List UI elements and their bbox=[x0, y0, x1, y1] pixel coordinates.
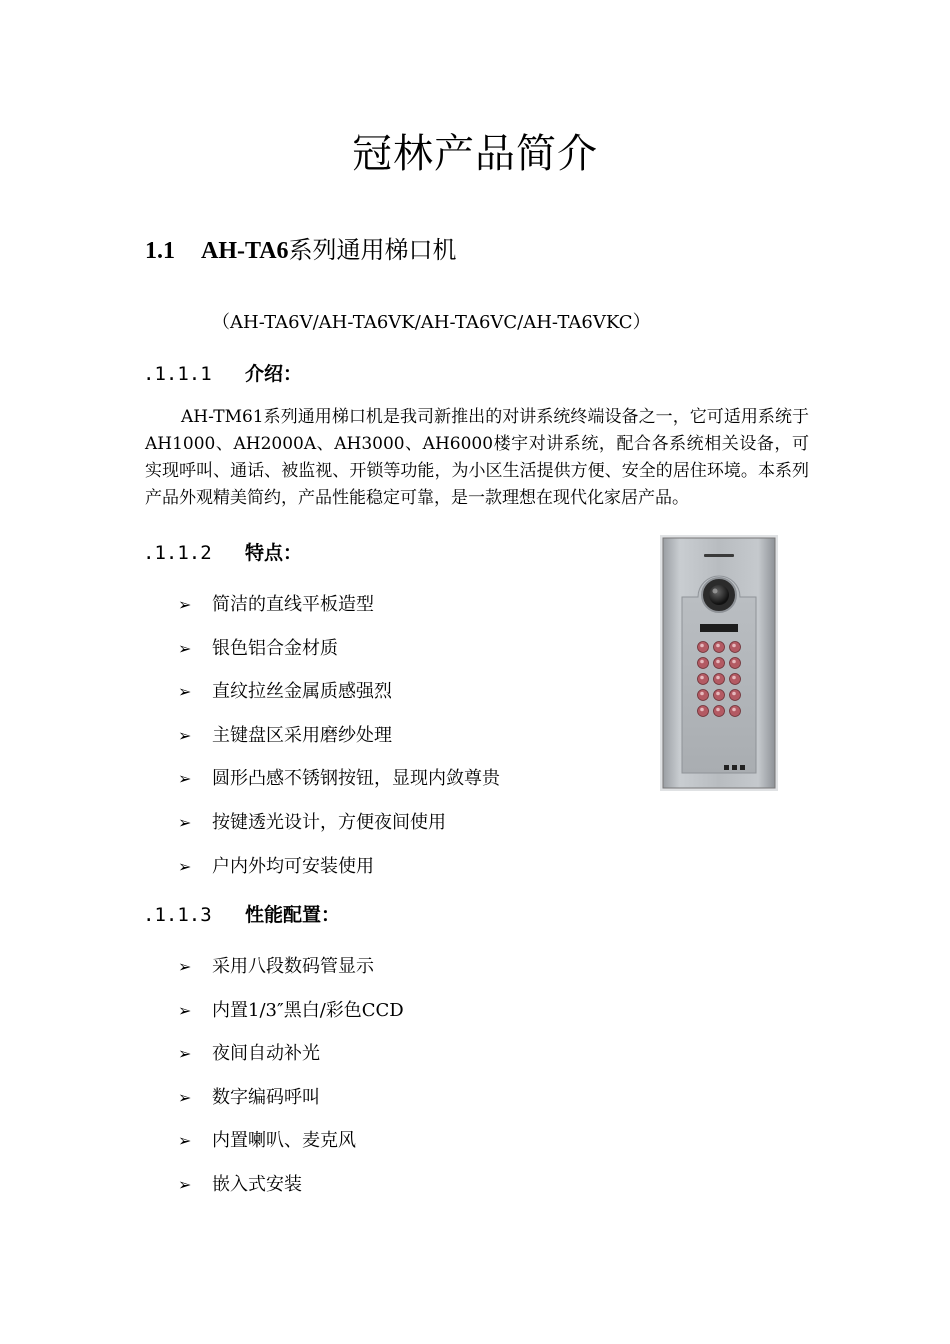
model-list: （AH-TA6V/AH-TA6VK/AH-TA6VC/AH-TA6VKC） bbox=[212, 312, 651, 333]
feature-item bbox=[178, 808, 500, 852]
config-item bbox=[178, 1083, 404, 1127]
feature-item-text: 户内外均可安装使用 bbox=[212, 855, 374, 877]
bullet-arrow-icon: ➢ bbox=[178, 769, 192, 789]
config-item bbox=[178, 996, 404, 1040]
keypad-button bbox=[714, 690, 725, 701]
intro-label: 介绍： bbox=[245, 363, 303, 385]
config-list bbox=[178, 952, 404, 1214]
feature-item-text: 主键盘区采用磨纱处理 bbox=[212, 724, 392, 746]
feature-item-text: 圆形凸感不锈钢按钮，显现内敛尊贵 bbox=[212, 768, 500, 790]
config-number: .1.1.3 bbox=[143, 904, 212, 926]
feature-item bbox=[178, 721, 500, 765]
feature-item-text: 简洁的直线平板造型 bbox=[212, 594, 374, 615]
section-model: AH-TA6 bbox=[201, 238, 289, 264]
config-item-text: 嵌入式安装 bbox=[212, 1173, 302, 1195]
keypad-button bbox=[714, 658, 725, 669]
config-heading bbox=[143, 900, 340, 930]
config-label: 性能配置： bbox=[245, 904, 341, 926]
intro-number: .1.1.1 bbox=[143, 363, 212, 385]
config-item-text: 采用八段数码管显示 bbox=[212, 956, 374, 977]
bullet-arrow-icon: ➢ bbox=[178, 638, 192, 658]
keypad-button-highlight bbox=[732, 660, 736, 664]
bullet-arrow-icon: ➢ bbox=[178, 1174, 192, 1194]
bullet-arrow-icon: ➢ bbox=[178, 595, 192, 614]
keypad-button-highlight bbox=[732, 692, 736, 696]
keypad-button-highlight bbox=[700, 708, 704, 712]
feature-item-text: 银色铝合金材质 bbox=[212, 637, 338, 659]
keypad-button bbox=[698, 706, 709, 717]
config-item bbox=[178, 1039, 404, 1083]
feature-item bbox=[178, 590, 500, 634]
config-item-text: 内置1/3″黑白/彩色CCD bbox=[212, 999, 404, 1021]
keypad-button bbox=[730, 642, 741, 653]
keypad-button-highlight bbox=[700, 692, 704, 696]
keypad-button bbox=[714, 674, 725, 685]
keypad-button bbox=[698, 642, 709, 653]
config-item-text: 数字编码呼叫 bbox=[212, 1086, 320, 1108]
feature-item bbox=[178, 764, 500, 808]
bullet-arrow-icon: ➢ bbox=[178, 1000, 192, 1020]
bullet-arrow-icon: ➢ bbox=[178, 812, 192, 832]
intro-paragraph: AH-TM61系列通用梯口机是我司新推出的对讲系统终端设备之一，它可适用系统于AH1000、AH2000A、AH3000、AH6000楼宇对讲系统，配合各系统相关设备，可实现呼叫、通话、被监视、开锁等功能，为小区生活提供方便、安全的居住环境。本系列产品外观精美简约，产品性能稳定可靠，是一款理想在现代化家居产品。 bbox=[145, 407, 809, 508]
bullet-arrow-icon: ➢ bbox=[178, 725, 192, 745]
keypad-button bbox=[714, 642, 725, 653]
keypad-button-highlight bbox=[716, 644, 720, 648]
feature-item-text: 按键透光设计，方便夜间使用 bbox=[212, 811, 446, 833]
features-list bbox=[178, 590, 500, 895]
bullet-arrow-icon: ➢ bbox=[178, 682, 192, 702]
config-item-text: 夜间自动补光 bbox=[212, 1043, 320, 1065]
features-heading bbox=[143, 538, 302, 568]
keypad-button-highlight bbox=[732, 644, 736, 648]
keypad-button-highlight bbox=[716, 692, 720, 696]
keypad-button-highlight bbox=[700, 676, 704, 680]
section-number: 1.1 bbox=[145, 238, 175, 264]
bullet-arrow-icon: ➢ bbox=[178, 1131, 192, 1151]
bullet-arrow-icon: ➢ bbox=[178, 957, 192, 976]
feature-item bbox=[178, 852, 500, 896]
keypad-button-highlight bbox=[732, 676, 736, 680]
config-item bbox=[178, 952, 404, 996]
feature-item bbox=[178, 634, 500, 678]
intro-heading bbox=[143, 359, 302, 389]
keypad-button-highlight bbox=[700, 660, 704, 664]
keypad-button-highlight bbox=[716, 708, 720, 712]
config-item bbox=[178, 1170, 404, 1214]
keypad-button bbox=[714, 706, 725, 717]
config-item bbox=[178, 1126, 404, 1170]
keypad-button bbox=[698, 674, 709, 685]
keypad-button-highlight bbox=[716, 676, 720, 680]
feature-item bbox=[178, 677, 500, 721]
keypad-button bbox=[698, 690, 709, 701]
features-number: .1.1.2 bbox=[143, 542, 212, 564]
section-title: 系列通用梯口机 bbox=[288, 236, 457, 264]
page-title: 冠林产品简介 bbox=[352, 131, 598, 177]
section-heading bbox=[145, 232, 457, 269]
bullet-arrow-icon: ➢ bbox=[178, 1044, 192, 1064]
feature-item-text: 直纹拉丝金属质感强烈 bbox=[212, 681, 392, 703]
door-station-image bbox=[660, 535, 778, 791]
keypad-button bbox=[698, 658, 709, 669]
config-item-text: 内置喇叭、麦克风 bbox=[212, 1130, 356, 1152]
keypad-button-highlight bbox=[732, 708, 736, 712]
keypad-button bbox=[730, 658, 741, 669]
keypad-button-highlight bbox=[700, 644, 704, 648]
keypad-button-highlight bbox=[716, 660, 720, 664]
keypad-button bbox=[730, 674, 741, 685]
bullet-arrow-icon: ➢ bbox=[178, 856, 192, 876]
bullet-arrow-icon: ➢ bbox=[178, 1087, 192, 1107]
features-label: 特点： bbox=[245, 542, 303, 564]
keypad-button bbox=[730, 706, 741, 717]
keypad-button bbox=[730, 690, 741, 701]
